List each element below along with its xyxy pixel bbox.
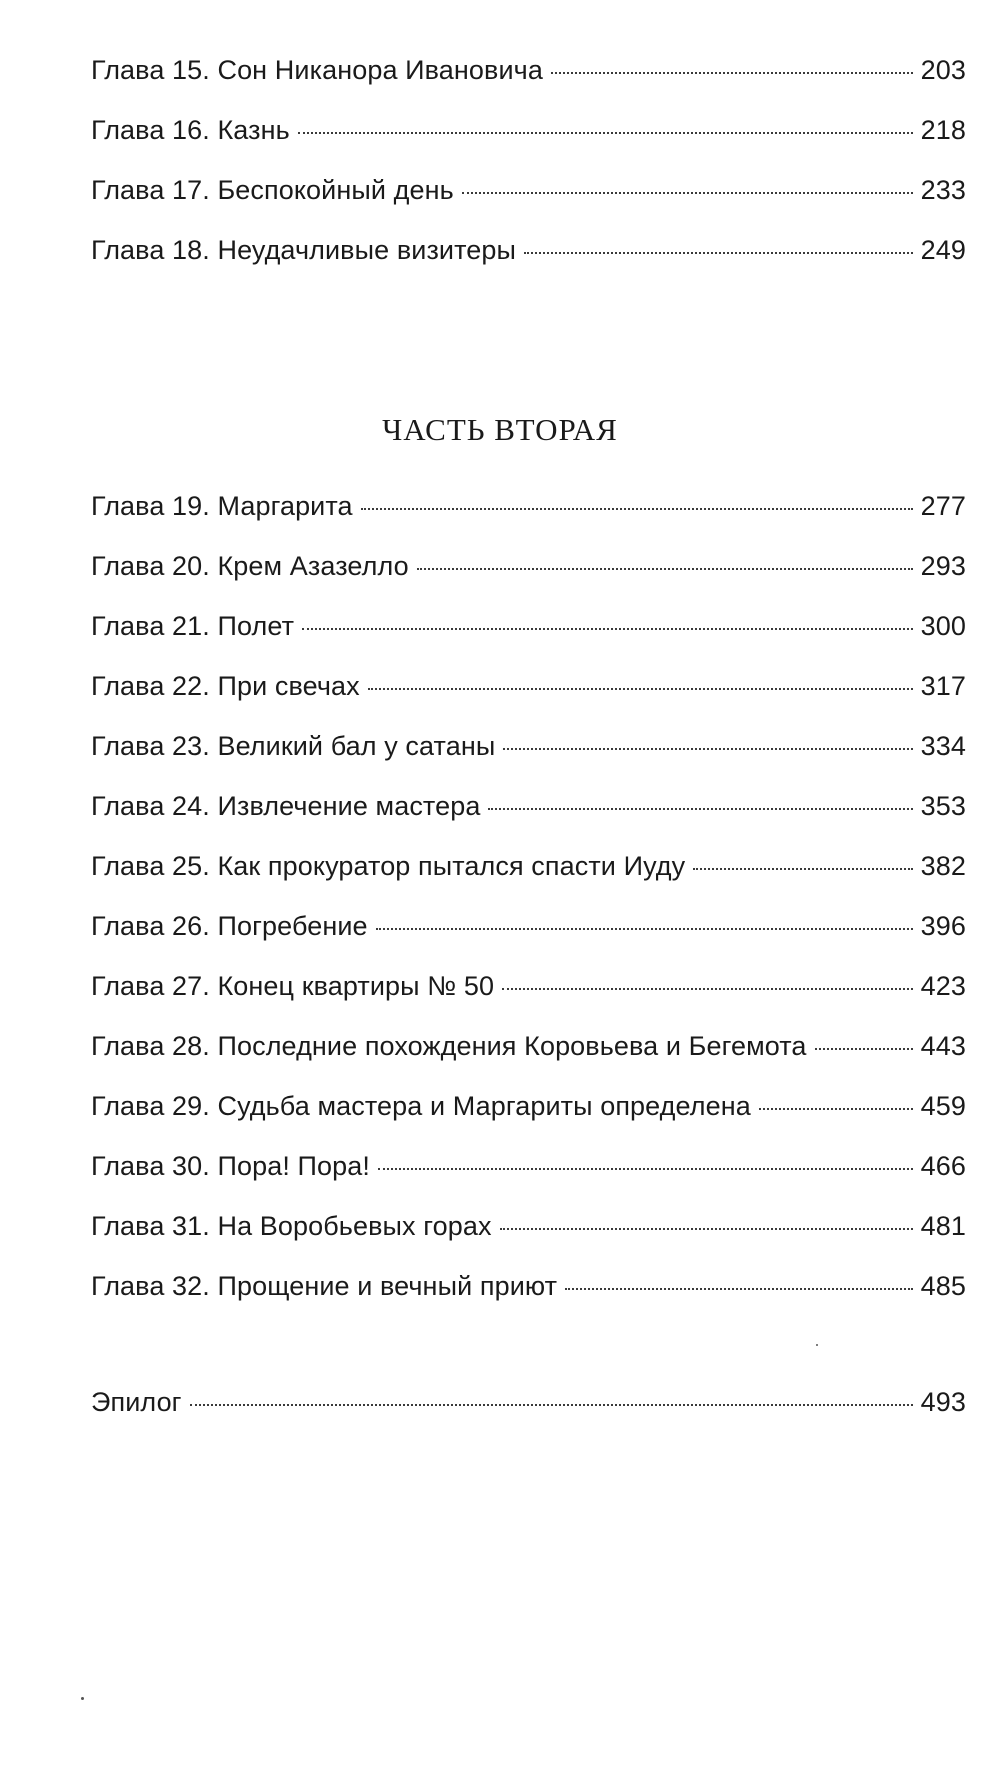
toc-leader-dots	[417, 568, 913, 570]
toc-entry	[91, 1031, 966, 1091]
toc-entry-title: Глава 29. Судьба мастера и Маргариты определена	[91, 1091, 751, 1121]
toc-entry	[91, 175, 966, 235]
toc-part-one-list	[91, 55, 966, 295]
toc-entry-title: Глава 24. Извлечение мастера	[91, 791, 481, 821]
toc-entry-epilogue	[91, 1387, 966, 1447]
toc-leader-dots	[462, 192, 913, 194]
toc-entry-page: 459	[920, 1091, 966, 1121]
toc-entry-title: Глава 25. Как прокуратор пытался спасти Иуду	[91, 851, 686, 881]
toc-part-two-list	[91, 491, 966, 1331]
toc-leader-dots	[815, 1048, 913, 1050]
toc-entry	[91, 551, 966, 611]
toc-entry-page: 218	[920, 115, 966, 145]
toc-entry-page: 277	[920, 491, 966, 521]
toc-entry-title: Глава 15. Сон Никанора Ивановича	[91, 55, 543, 85]
toc-entry	[91, 611, 966, 671]
toc-entry-title: Глава 26. Погребение	[91, 911, 368, 941]
toc-leader-dots	[503, 748, 912, 750]
toc-entry-title: Глава 31. На Воробьевых горах	[91, 1211, 492, 1241]
toc-entry	[91, 911, 966, 971]
toc-epilogue-block	[91, 1387, 966, 1447]
toc-leader-dots	[361, 508, 913, 510]
toc-entry-title: Глава 16. Казнь	[91, 115, 290, 145]
toc-entry-title: Глава 27. Конец квартиры № 50	[91, 971, 495, 1001]
toc-entry-page: 382	[920, 851, 966, 881]
toc-entry	[91, 55, 966, 115]
toc-leader-dots	[565, 1288, 913, 1290]
toc-entry-title: Глава 23. Великий бал у сатаны	[91, 731, 496, 761]
toc-leader-dots	[693, 868, 912, 870]
toc-entry	[91, 1091, 966, 1151]
toc-entry-page: 485	[920, 1271, 966, 1301]
toc-entry-page: 334	[920, 731, 966, 761]
toc-entry-title: Глава 18. Неудачливые визитеры	[91, 235, 517, 265]
toc-leader-dots	[378, 1168, 913, 1170]
toc-entry-page: 466	[920, 1151, 966, 1181]
toc-entry-title: Глава 30. Пора! Пора!	[91, 1151, 370, 1181]
toc-entry-title: Глава 28. Последние похождения Коровьева и Бегемота	[91, 1031, 807, 1061]
toc-leader-dots	[368, 688, 913, 690]
toc-entry-title: Глава 21. Полет	[91, 611, 295, 641]
toc-entry	[91, 851, 966, 911]
toc-entry-title: Глава 22. При свечах	[91, 671, 360, 701]
toc-entry-page: 249	[920, 235, 966, 265]
toc-entry	[91, 671, 966, 731]
toc-leader-dots	[376, 928, 913, 930]
toc-entry-page: 233	[920, 175, 966, 205]
toc-entry-page: 493	[920, 1387, 966, 1417]
toc-leader-dots	[190, 1404, 913, 1406]
toc-entry-page: 317	[920, 671, 966, 701]
toc-entry-title: Глава 17. Беспокойный день	[91, 175, 454, 205]
toc-entry-title: Эпилог	[91, 1387, 182, 1417]
part-two-heading: ЧАСТЬ ВТОРАЯ	[382, 412, 618, 447]
toc-entry-title: Глава 19. Маргарита	[91, 491, 353, 521]
toc-entry	[91, 971, 966, 1031]
toc-entry-page: 203	[920, 55, 966, 85]
toc-entry-page: 396	[920, 911, 966, 941]
toc-entry	[91, 1151, 966, 1211]
toc-entry	[91, 115, 966, 175]
toc-leader-dots	[551, 72, 913, 74]
toc-entry-page: 423	[920, 971, 966, 1001]
toc-entry	[91, 235, 966, 295]
toc-entry-title: Глава 20. Крем Азазелло	[91, 551, 409, 581]
toc-leader-dots	[524, 252, 913, 254]
toc-entry	[91, 1211, 966, 1271]
toc-leader-dots	[759, 1108, 913, 1110]
toc-entry-page: 443	[920, 1031, 966, 1061]
toc-leader-dots	[502, 988, 912, 990]
toc-entry-page: 293	[920, 551, 966, 581]
scan-speck	[81, 1697, 84, 1700]
toc-entry	[91, 791, 966, 851]
toc-entry-page: 300	[920, 611, 966, 641]
toc-leader-dots	[488, 808, 912, 810]
toc-entry-page: 481	[920, 1211, 966, 1241]
toc-leader-dots	[302, 628, 913, 630]
toc-entry	[91, 491, 966, 551]
toc-leader-dots	[500, 1228, 913, 1230]
scan-speck	[816, 1344, 818, 1346]
toc-entry-title: Глава 32. Прощение и вечный приют	[91, 1271, 558, 1301]
toc-entry	[91, 731, 966, 791]
toc-entry	[91, 1271, 966, 1331]
toc-entry-page: 353	[920, 791, 966, 821]
toc-leader-dots	[298, 132, 913, 134]
